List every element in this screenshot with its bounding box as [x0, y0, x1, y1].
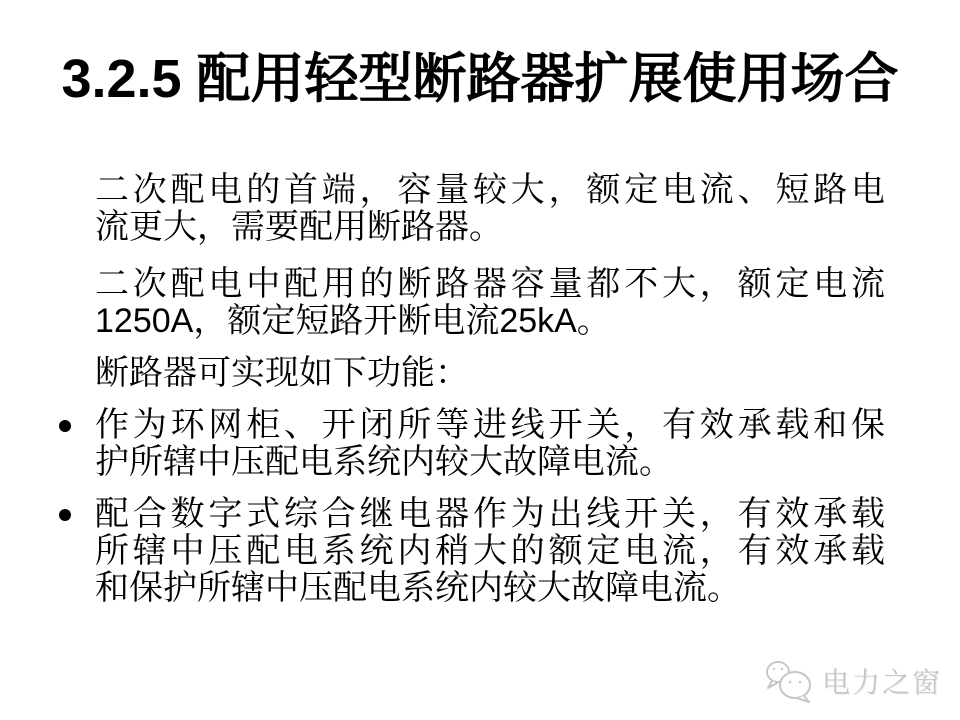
- footer-logo: [764, 658, 942, 704]
- paragraph: [57, 266, 885, 340]
- wechat-bubbles-icon: [764, 658, 816, 704]
- footer-brand-text: 电力之窗: [821, 667, 942, 698]
- text-line: 二次配电的首端，容量较大，额定电流、短路电: [95, 171, 885, 209]
- text-line: 断路器可实现如下功能：: [95, 354, 469, 392]
- text-line: 二次配电中配用的断路器容量都不大，额定电流: [95, 265, 885, 303]
- slide-title: 3.2.5 配用轻型断路器扩展使用场合: [61, 49, 899, 109]
- text-line: 1250A，额定短路开断电流25kA。: [95, 302, 611, 340]
- bullet-icon: [57, 496, 95, 607]
- paragraph: [57, 172, 885, 246]
- text-line: 作为环网柜、开闭所等进线开关，有效承载和保: [95, 406, 885, 444]
- text-line: 和保护所辖中压配电系统内较大故障电流。: [95, 569, 741, 607]
- paragraph: [57, 355, 885, 392]
- bullet-item: [57, 407, 885, 481]
- paragraph-lines: [95, 496, 885, 607]
- paragraph-lines: [95, 266, 885, 340]
- bullet-item: [57, 496, 885, 607]
- text-line: 所辖中压配电系统内稍大的额定电流，有效承载: [95, 532, 885, 570]
- text-line: 流更大，需要配用断路器。: [95, 208, 503, 246]
- paragraph-lines: [95, 407, 885, 481]
- text-line: 配合数字式综合继电器作为出线开关，有效承载: [95, 495, 885, 533]
- slide-body: [57, 172, 885, 607]
- bullet-icon: [57, 407, 95, 481]
- text-line: 护所辖中压配电系统内较大故障电流。: [95, 443, 673, 481]
- paragraph-lines: [95, 172, 885, 246]
- paragraph-lines: [95, 355, 885, 392]
